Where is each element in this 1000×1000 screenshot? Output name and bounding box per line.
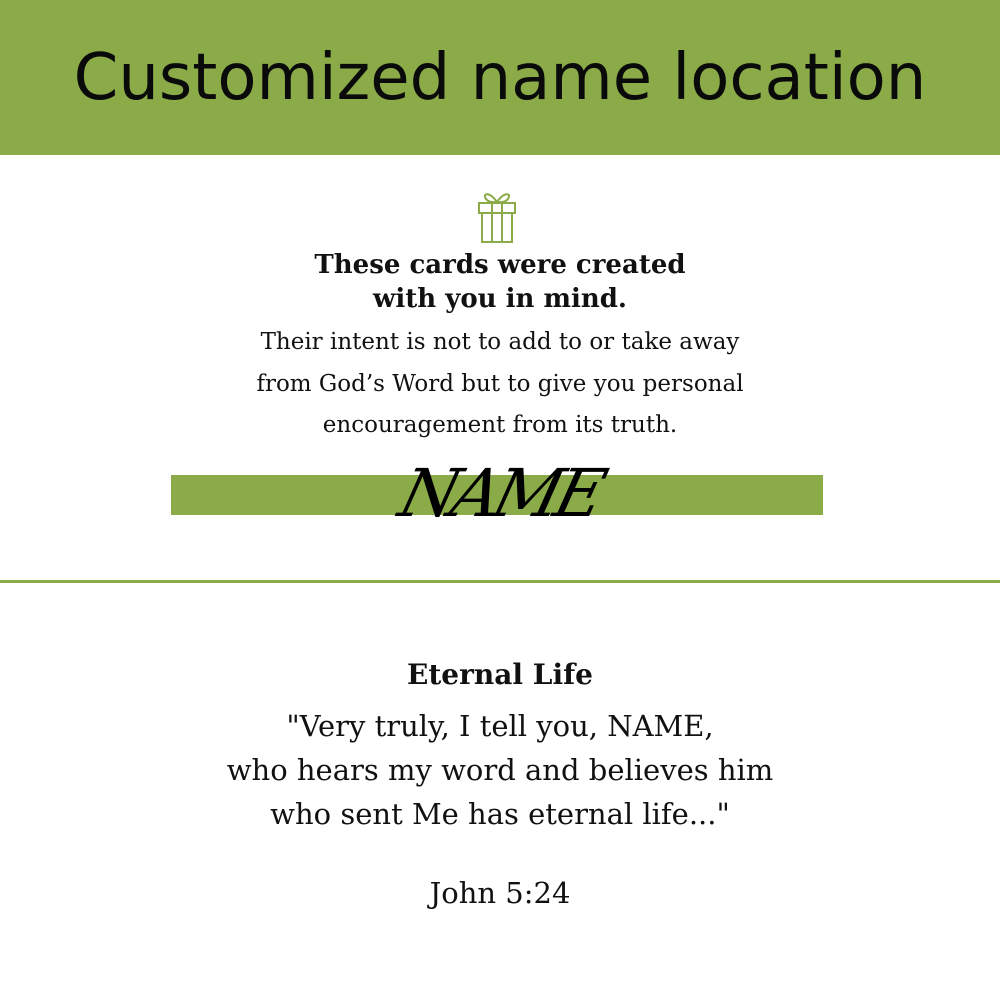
gift-icon [475,188,519,244]
verse-line: "Very truly, I tell you, NAME, [286,709,714,743]
verse-reference: John 5:24 [429,876,571,910]
intro-body [0,322,1000,447]
section-divider [0,580,1000,583]
intro-heading-line: with you in mind. [373,284,627,314]
intro-body-line: Their intent is not to add to or take away [260,329,740,355]
verse-title: Eternal Life [407,658,593,691]
name-placeholder: NAME [391,455,609,532]
intro-heading [0,248,1000,316]
verse-line: who sent Me has eternal life..." [270,797,730,831]
verse-line: who hears my word and believes him [226,753,774,787]
page-title: Customized name location [73,40,927,115]
header-banner [0,0,1000,155]
intro-body-line: from God’s Word but to give you personal [256,370,744,397]
intro-heading-line: These cards were created [314,250,686,280]
verse-text [0,704,1000,836]
intro-body-line: encouragement from its truth. [322,412,678,438]
